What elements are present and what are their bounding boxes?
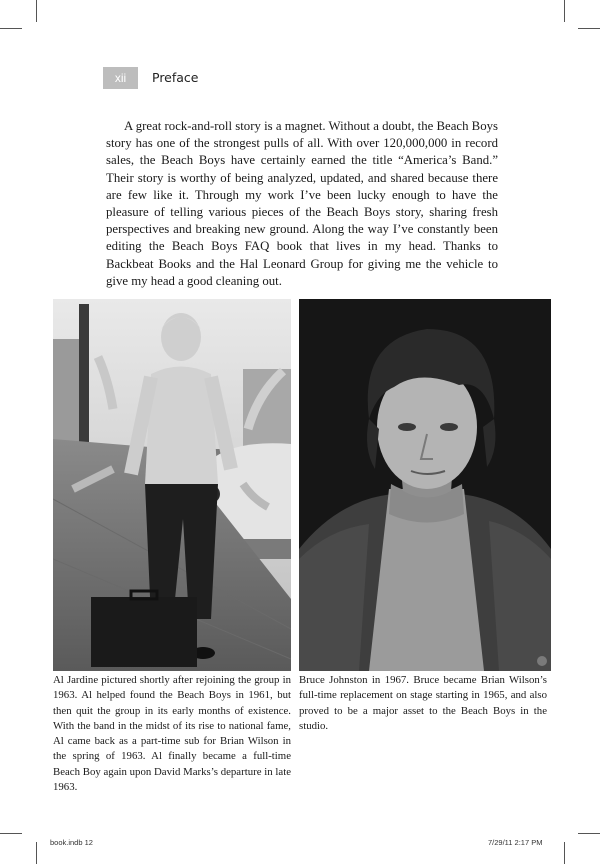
- photo-al-jardine-image: [53, 299, 291, 671]
- crop-mark: [564, 0, 565, 22]
- crop-mark: [0, 833, 22, 834]
- photo-bruce-johnston-image: [299, 299, 551, 671]
- body-paragraph: A great rock-and-roll story is a magnet. Without a doubt, the Beach Boys story has one of the strongest pulls of all. With over 120,000,000 in record sales, the Beach Boys have certainly earned the title “America’s Band.” Their story is worthy of being analyzed, updated, and shared because there are few like it. Through my work I’ve been lucky enough to have the pleasure of telling various pieces of the Beach Boys story, sharing fresh perspectives and breaking new ground. Along the way I’ve constantly been editing the Beach Boys FAQ book that lives in my head. Thanks to Backbeat Books and the Hal Leonard Group for giving me the vehicle to give my head a good cleaning out.: [106, 119, 498, 288]
- caption-bruce-johnston: Bruce Johnston in 1967. Bruce became Brian Wilson’s full-time replacement on stage starting in 1965, and also proved to be a major asset to the Beach Boys in the studio.: [299, 674, 547, 732]
- photo-al-jardine: [53, 299, 291, 671]
- page-number: xii: [103, 67, 138, 89]
- section-title: Preface: [152, 70, 199, 85]
- crop-mark: [36, 0, 37, 22]
- crop-mark: [0, 28, 22, 29]
- crop-mark: [578, 833, 600, 834]
- crop-mark: [564, 842, 565, 864]
- footer-timestamp: 7/29/11 2:17 PM: [488, 838, 543, 847]
- caption-al-jardine: Al Jardine pictured shortly after rejoining the group in 1963. Al helped found the Beach Boys in 1961, but then quit the group in its early months of existence. With the band in the midst of its rise to national fame, Al came back as a part-time sub for Brian Wilson in the spring of 1963. Al finally became a full-time Beach Boy again upon David Marks’s departure in late 1963.: [53, 674, 291, 794]
- crop-mark: [578, 28, 600, 29]
- footer-file-info: book.indb 12: [50, 838, 93, 847]
- crop-mark: [36, 842, 37, 864]
- photo-bruce-johnston: [299, 299, 551, 671]
